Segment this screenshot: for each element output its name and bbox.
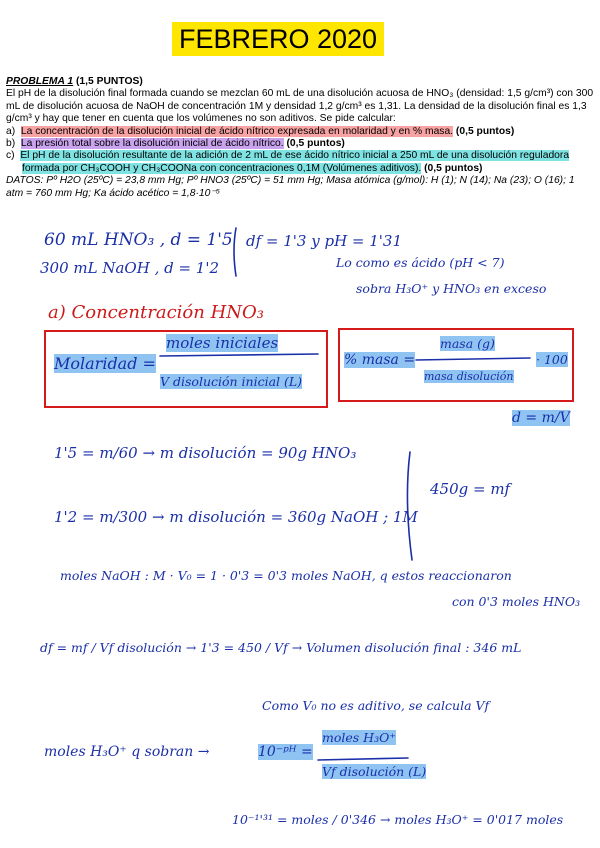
eq-h3o-label: moles H₃O⁺ q sobran → (44, 744, 210, 760)
percent-mass-numerator: masa (g) (440, 336, 495, 351)
note-hno3: 60 mL HNO₃ , d = 1'5 (44, 230, 233, 250)
density-formula: d = m/V (512, 410, 570, 426)
item-b: b) La presión total sobre la disolución inicial de ácido nítrico. (0,5 puntos) (6, 138, 345, 150)
molarity-fraction-bar (160, 354, 318, 356)
item-b-text: La presión total sobre la disolución inicial de ácido nítrico. (20, 138, 284, 150)
bracket-stroke (234, 228, 236, 276)
eq-h3o-ph: 10⁻ᵖᴴ = (258, 744, 313, 760)
note-naoh: 300 mL NaOH , d = 1'2 (40, 259, 220, 277)
item-c: c) El pH de la disolución resultante de la adición de 2 mL de ese ácido nítrico inicial a 250 mL de una disolución reguladora formada por CH₃COOH y CH₃COONa con concentraciones 0,1M (Volúmenes aditivos). (0,5 puntos) (6, 150, 570, 174)
note-df-ph: df = 1'3 y pH = 1'31 (246, 232, 403, 250)
page-title: FEBRERO 2020 (172, 22, 384, 56)
total-mass: 450g = mf (430, 480, 511, 498)
item-c-text: El pH de la disolución resultante de la adición de 2 mL de ese ácido nítrico inicial a 250 mL de una disolución reguladora formada por CH₃COOH y CH₃COONa con concentraciones 0,1M (Volúmenes aditivos). (20, 150, 570, 174)
eq-h3o-numerator: moles H₃O⁺ (322, 730, 396, 745)
note-excess: sobra H₃O⁺ y HNO₃ en exceso (356, 281, 547, 296)
note-not-additive: Como V₀ no es aditivo, se calcula Vf (262, 698, 490, 713)
problem-heading: PROBLEMA 1 (6, 76, 74, 87)
eq-naoh-mass: 1'2 = m/300 → m disolución = 360g NaOH ; 1M (54, 508, 418, 526)
problem-points: (1,5 PUNTOS) (73, 76, 143, 87)
molarity-numerator: moles iniciales (166, 334, 279, 352)
h3o-fraction-bar (318, 758, 408, 760)
percent-fraction-bar (416, 358, 530, 360)
mass-brace-stroke (407, 452, 412, 560)
eq-naoh-moles-2: con 0'3 moles HNO₃ (452, 594, 581, 609)
section-a-heading: a) Concentración HNO₃ (48, 302, 264, 323)
eq-h3o-moles: 10⁻¹'³¹ = moles / 0'346 → moles H₃O⁺ = 0'017 moles (232, 812, 564, 827)
molarity-denominator: V disolución inicial (L) (160, 374, 303, 389)
item-a-text: La concentración de la disolución inicial de ácido nítrico expresada en molaridad y en % masa. (20, 125, 454, 137)
percent-mass-denominator: masa disolución (424, 370, 514, 383)
item-a: a) La concentración de la disolución inicial de ácido nítrico expresada en molaridad y en % masa. (0,5 puntos) (6, 125, 515, 137)
problem-intro: El pH de la disolución final formada cuando se mezclan 60 mL de una disolución acuosa de HNO₃ (densidad: 1,5 g/cm³) con 300 mL de disolución acuosa de NaOH de concentración 1M y densidad 1,2 g/cm³ es 1,31. La densidad de la disolución final es 1,3 g/cm³ y hay que tener en cuenta que los volúmenes no son aditivos. Se pide calcular: (6, 88, 594, 125)
eq-final-volume: df = mf / Vf disolución → 1'3 = 450 / Vf → Volumen disolución final : 346 mL (40, 640, 522, 655)
eq-hno3-mass: 1'5 = m/60 → m disolución = 90g HNO₃ (54, 444, 357, 462)
eq-naoh-moles: moles NaOH : M · V₀ = 1 · 0'3 = 0'3 moles NaOH, q estos reaccionaron (60, 568, 512, 583)
eq-h3o-denominator: Vf disolución (L) (322, 764, 427, 779)
datos-line: DATOS: Pº H2O (25ºC) = 23,8 mm Hg; Pº HNO3 (25ºC) = 51 mm Hg; Masa atómica (g/mol): H (1); N (14); Na (23); O (16); 1 atm = 760 mm Hg; Ka ácido acético = 1,8·10⁻⁵ (6, 175, 575, 199)
note-acid: Lo como es ácido (pH < 7) (336, 255, 505, 270)
molarity-label: Molaridad = (54, 354, 156, 373)
percent-mass-multiplier: · 100 (536, 352, 568, 367)
percent-mass-label: % masa = (344, 352, 416, 368)
